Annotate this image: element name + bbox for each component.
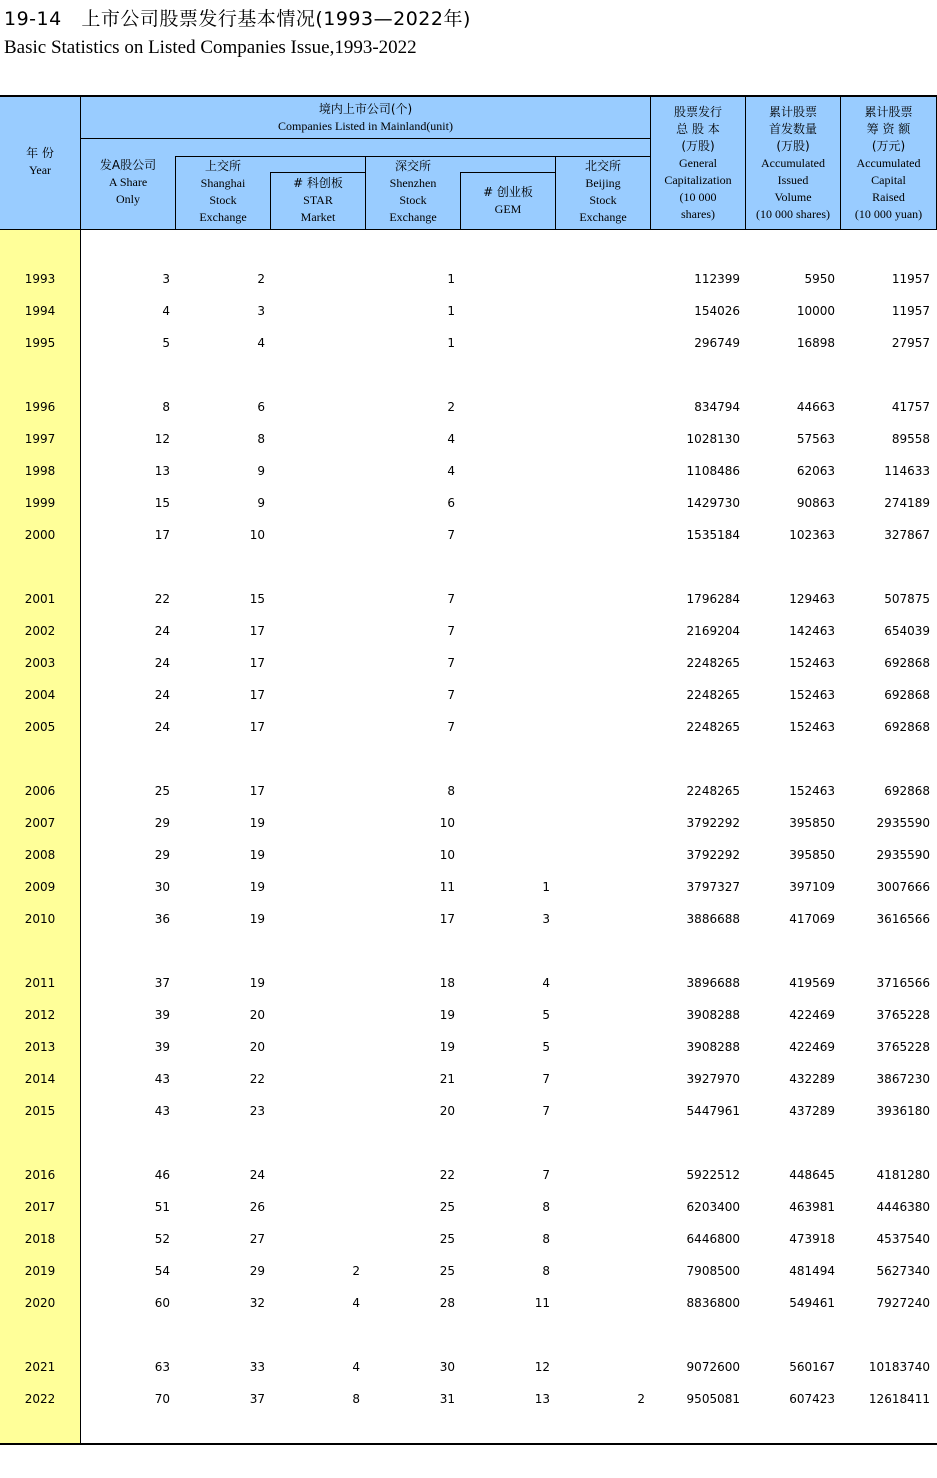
shenzhen-cell: 7 [447, 688, 455, 702]
shenzhen-cell: 21 [439, 1072, 455, 1086]
capitalization-cell: 834794 [694, 400, 740, 414]
issued-volume-cell: 152463 [789, 784, 835, 798]
issued-volume-cell: 5950 [804, 272, 835, 286]
year-cell: 2020 [24, 1296, 56, 1310]
issued-volume-cell: 129463 [789, 592, 835, 606]
table-row [0, 1390, 937, 1410]
year-cell: 2000 [24, 528, 56, 542]
year-cell: 1999 [24, 496, 56, 510]
capital-raised-cell: 12618411 [868, 1392, 930, 1406]
table-row [0, 686, 937, 706]
shanghai-cell: 33 [249, 1360, 265, 1374]
gem-cell: 8 [542, 1264, 550, 1278]
shenzhen-cell: 25 [439, 1200, 455, 1214]
issued-volume-cell: 607423 [789, 1392, 835, 1406]
gem-cell: 7 [542, 1072, 550, 1086]
year-cell: 2005 [24, 720, 56, 734]
shanghai-cell: 22 [249, 1072, 265, 1086]
table-row [0, 1358, 937, 1378]
shanghai-cell: 15 [249, 592, 265, 606]
issued-volume-cell: 44663 [796, 400, 835, 414]
year-cell: 2013 [24, 1040, 56, 1054]
table-row [0, 878, 937, 898]
year-cell: 1995 [24, 336, 56, 350]
header-shanghai: 上交所 Shanghai Stock Exchange [199, 159, 247, 224]
shenzhen-cell: 2 [447, 400, 455, 414]
table-row [0, 718, 937, 738]
table-row [0, 1006, 937, 1026]
year-cell: 1998 [24, 464, 56, 478]
table-row [0, 462, 937, 482]
capitalization-cell: 9072600 [686, 1360, 740, 1374]
capital-raised-cell: 2935590 [876, 816, 930, 830]
shanghai-cell: 23 [249, 1104, 265, 1118]
issued-volume-cell: 560167 [789, 1360, 835, 1374]
capitalization-cell: 1535184 [686, 528, 740, 542]
year-cell: 2004 [24, 688, 56, 702]
year-cell: 1993 [24, 272, 56, 286]
shanghai-cell: 37 [249, 1392, 265, 1406]
capital-raised-cell: 5627340 [876, 1264, 930, 1278]
capital-raised-cell: 3867230 [876, 1072, 930, 1086]
beijing-cell: 2 [637, 1392, 645, 1406]
capitalization-cell: 3896688 [686, 976, 740, 990]
shenzhen-cell: 7 [447, 656, 455, 670]
capitalization-cell: 2248265 [686, 784, 740, 798]
issued-volume-cell: 16898 [796, 336, 835, 350]
shanghai-cell: 10 [249, 528, 265, 542]
a-share-cell: 25 [154, 784, 170, 798]
star-market-cell: 2 [352, 1264, 360, 1278]
a-share-cell: 60 [154, 1296, 170, 1310]
shenzhen-cell: 17 [439, 912, 455, 926]
capital-raised-cell: 3765228 [876, 1040, 930, 1054]
shenzhen-cell: 7 [447, 720, 455, 734]
shanghai-cell: 20 [249, 1008, 265, 1022]
issued-volume-cell: 432289 [789, 1072, 835, 1086]
table-row [0, 526, 937, 546]
capitalization-cell: 296749 [694, 336, 740, 350]
capital-raised-cell: 4446380 [876, 1200, 930, 1214]
year-cell: 1996 [24, 400, 56, 414]
table-row [0, 334, 937, 354]
year-cell: 2021 [24, 1360, 56, 1374]
capital-raised-cell: 274189 [884, 496, 930, 510]
table-row [0, 974, 937, 994]
header-a-share: 发A股公司 A Share Only [99, 158, 157, 206]
a-share-cell: 70 [154, 1392, 170, 1406]
a-share-cell: 15 [154, 496, 170, 510]
capitalization-cell: 7908500 [686, 1264, 740, 1278]
capitalization-cell: 3908288 [686, 1040, 740, 1054]
capitalization-cell: 2169204 [686, 624, 740, 638]
issued-volume-cell: 142463 [789, 624, 835, 638]
gem-cell: 5 [542, 1040, 550, 1054]
table-row [0, 654, 937, 674]
a-share-cell: 43 [154, 1072, 170, 1086]
year-cell: 2019 [24, 1264, 56, 1278]
shenzhen-cell: 22 [439, 1168, 455, 1182]
shanghai-cell: 8 [257, 432, 265, 446]
issued-volume-cell: 419569 [789, 976, 835, 990]
header-gem: # 创业板 GEM [483, 185, 533, 216]
header-rule [270, 172, 365, 173]
header-beijing: 北交所 Beijing Stock Exchange [579, 159, 627, 224]
a-share-cell: 24 [154, 656, 170, 670]
capital-raised-cell: 11957 [891, 272, 930, 286]
shenzhen-cell: 7 [447, 592, 455, 606]
table-row [0, 590, 937, 610]
a-share-cell: 29 [154, 816, 170, 830]
a-share-cell: 24 [154, 688, 170, 702]
capital-raised-cell: 11957 [891, 304, 930, 318]
gem-cell: 4 [542, 976, 550, 990]
year-cell: 2001 [24, 592, 56, 606]
header-capital-raised: 累计股票 筹 资 额 (万元) Accumulated Capital Raised (10 000 yuan) [854, 105, 923, 221]
header-mainland: 境内上市公司(个) Companies Listed in Mainland(unit) [278, 102, 453, 133]
table-row [0, 1294, 937, 1314]
shanghai-cell: 6 [257, 400, 265, 414]
shanghai-cell: 27 [249, 1232, 265, 1246]
shanghai-cell: 19 [249, 880, 265, 894]
capital-raised-cell: 7927240 [876, 1296, 930, 1310]
capital-raised-cell: 89558 [891, 432, 930, 446]
capital-raised-cell: 3616566 [876, 912, 930, 926]
table-row [0, 910, 937, 930]
table-row [0, 814, 937, 834]
shenzhen-cell: 20 [439, 1104, 455, 1118]
a-share-cell: 37 [154, 976, 170, 990]
table-row [0, 846, 937, 866]
capitalization-cell: 3927970 [686, 1072, 740, 1086]
table-row [0, 1230, 937, 1250]
year-cell: 2002 [24, 624, 56, 638]
capital-raised-cell: 327867 [884, 528, 930, 542]
capital-raised-cell: 4181280 [876, 1168, 930, 1182]
capital-raised-cell: 654039 [884, 624, 930, 638]
shanghai-cell: 29 [249, 1264, 265, 1278]
shenzhen-cell: 1 [447, 304, 455, 318]
capitalization-cell: 3908288 [686, 1008, 740, 1022]
issued-volume-cell: 549461 [789, 1296, 835, 1310]
shenzhen-cell: 18 [439, 976, 455, 990]
table-row [0, 1070, 937, 1090]
capital-raised-cell: 27957 [891, 336, 930, 350]
issued-volume-cell: 397109 [789, 880, 835, 894]
capitalization-cell: 1028130 [686, 432, 740, 446]
capital-raised-cell: 114633 [884, 464, 930, 478]
capitalization-cell: 112399 [694, 272, 740, 286]
year-cell: 2008 [24, 848, 56, 862]
header-shenzhen: 深交所 Shenzhen Stock Exchange [389, 159, 437, 224]
capital-raised-cell: 4537540 [876, 1232, 930, 1246]
a-share-cell: 63 [154, 1360, 170, 1374]
a-share-cell: 43 [154, 1104, 170, 1118]
table-row [0, 1262, 937, 1282]
shenzhen-cell: 4 [447, 432, 455, 446]
gem-cell: 5 [542, 1008, 550, 1022]
year-cell: 1997 [24, 432, 56, 446]
issued-volume-cell: 90863 [796, 496, 835, 510]
star-market-cell: 8 [352, 1392, 360, 1406]
year-cell: 2003 [24, 656, 56, 670]
year-cell: 1994 [24, 304, 56, 318]
capital-raised-cell: 692868 [884, 784, 930, 798]
shanghai-cell: 32 [249, 1296, 265, 1310]
top-rule [0, 95, 937, 97]
a-share-cell: 36 [154, 912, 170, 926]
capitalization-cell: 3797327 [686, 880, 740, 894]
shenzhen-cell: 1 [447, 272, 455, 286]
capital-raised-cell: 10183740 [868, 1360, 930, 1374]
gem-cell: 13 [534, 1392, 550, 1406]
gem-cell: 7 [542, 1168, 550, 1182]
issued-volume-cell: 437289 [789, 1104, 835, 1118]
gem-cell: 1 [542, 880, 550, 894]
a-share-cell: 29 [154, 848, 170, 862]
table-row [0, 430, 937, 450]
capital-raised-cell: 692868 [884, 688, 930, 702]
a-share-cell: 24 [154, 624, 170, 638]
shanghai-cell: 17 [249, 656, 265, 670]
table-row [0, 622, 937, 642]
table-row [0, 782, 937, 802]
capitalization-cell: 3792292 [686, 816, 740, 830]
a-share-cell: 24 [154, 720, 170, 734]
table-number: 19-14 [4, 8, 62, 30]
issued-volume-cell: 152463 [789, 656, 835, 670]
capitalization-cell: 2248265 [686, 656, 740, 670]
issued-volume-cell: 57563 [796, 432, 835, 446]
shenzhen-cell: 6 [447, 496, 455, 510]
a-share-cell: 46 [154, 1168, 170, 1182]
shenzhen-cell: 4 [447, 464, 455, 478]
issued-volume-cell: 422469 [789, 1040, 835, 1054]
shenzhen-cell: 7 [447, 528, 455, 542]
shenzhen-cell: 19 [439, 1008, 455, 1022]
year-cell: 2007 [24, 816, 56, 830]
table-row [0, 270, 937, 290]
capitalization-cell: 6446800 [686, 1232, 740, 1246]
table-row [0, 1102, 937, 1122]
shanghai-cell: 20 [249, 1040, 265, 1054]
a-share-cell: 39 [154, 1040, 170, 1054]
capital-raised-cell: 692868 [884, 720, 930, 734]
capitalization-cell: 2248265 [686, 720, 740, 734]
shenzhen-cell: 1 [447, 336, 455, 350]
shanghai-cell: 17 [249, 688, 265, 702]
shenzhen-cell: 7 [447, 624, 455, 638]
issued-volume-cell: 152463 [789, 720, 835, 734]
shanghai-cell: 2 [257, 272, 265, 286]
issued-volume-cell: 395850 [789, 816, 835, 830]
table-row [0, 1038, 937, 1058]
a-share-cell: 5 [162, 336, 170, 350]
shanghai-cell: 4 [257, 336, 265, 350]
a-share-cell: 17 [154, 528, 170, 542]
shanghai-cell: 19 [249, 912, 265, 926]
capital-raised-cell: 3716566 [876, 976, 930, 990]
a-share-cell: 39 [154, 1008, 170, 1022]
header-rule [80, 138, 650, 139]
table-row [0, 398, 937, 418]
year-cell: 2011 [24, 976, 56, 990]
shanghai-cell: 9 [257, 496, 265, 510]
year-cell: 2016 [24, 1168, 56, 1182]
capital-raised-cell: 3007666 [876, 880, 930, 894]
gem-cell: 8 [542, 1200, 550, 1214]
a-share-cell: 52 [154, 1232, 170, 1246]
capitalization-cell: 154026 [694, 304, 740, 318]
header-capitalization: 股票发行 总 股 本 (万股) General Capitalization (10 000 shares) [664, 105, 732, 221]
a-share-cell: 4 [162, 304, 170, 318]
shanghai-cell: 19 [249, 976, 265, 990]
capital-raised-cell: 3936180 [876, 1104, 930, 1118]
shanghai-cell: 17 [249, 720, 265, 734]
gem-cell: 11 [534, 1296, 550, 1310]
capitalization-cell: 5922512 [686, 1168, 740, 1182]
capitalization-cell: 1796284 [686, 592, 740, 606]
shenzhen-cell: 8 [447, 784, 455, 798]
issued-volume-cell: 481494 [789, 1264, 835, 1278]
shanghai-cell: 3 [257, 304, 265, 318]
capital-raised-cell: 41757 [891, 400, 930, 414]
year-cell: 2010 [24, 912, 56, 926]
header-rule [175, 156, 650, 157]
table-row [0, 302, 937, 322]
header-issued-volume: 累计股票 首发数量 (万股) Accumulated Issued Volume (10 000 shares) [756, 105, 830, 221]
a-share-cell: 13 [154, 464, 170, 478]
shenzhen-cell: 25 [439, 1264, 455, 1278]
header-year: 年 份 Year [26, 146, 54, 177]
title-zh-text: 上市公司股票发行基本情况(1993—2022年) [81, 8, 471, 30]
issued-volume-cell: 152463 [789, 688, 835, 702]
year-cell: 2017 [24, 1200, 56, 1214]
table-row [0, 1166, 937, 1186]
table-row [0, 494, 937, 514]
capital-raised-cell: 507875 [884, 592, 930, 606]
shanghai-cell: 19 [249, 816, 265, 830]
shanghai-cell: 17 [249, 624, 265, 638]
gem-cell: 3 [542, 912, 550, 926]
shanghai-cell: 9 [257, 464, 265, 478]
issued-volume-cell: 395850 [789, 848, 835, 862]
header-bottom-rule [0, 229, 937, 230]
gem-cell: 7 [542, 1104, 550, 1118]
issued-volume-cell: 463981 [789, 1200, 835, 1214]
year-cell: 2012 [24, 1008, 56, 1022]
table-row [0, 1198, 937, 1218]
capitalization-cell: 8836800 [686, 1296, 740, 1310]
a-share-cell: 3 [162, 272, 170, 286]
a-share-cell: 54 [154, 1264, 170, 1278]
shenzhen-cell: 11 [439, 880, 455, 894]
capital-raised-cell: 692868 [884, 656, 930, 670]
star-market-cell: 4 [352, 1360, 360, 1374]
a-share-cell: 22 [154, 592, 170, 606]
capitalization-cell: 9505081 [686, 1392, 740, 1406]
capital-raised-cell: 3765228 [876, 1008, 930, 1022]
year-cell: 2014 [24, 1072, 56, 1086]
capitalization-cell: 6203400 [686, 1200, 740, 1214]
star-market-cell: 4 [352, 1296, 360, 1310]
issued-volume-cell: 422469 [789, 1008, 835, 1022]
a-share-cell: 51 [154, 1200, 170, 1214]
issued-volume-cell: 62063 [796, 464, 835, 478]
a-share-cell: 8 [162, 400, 170, 414]
shenzhen-cell: 25 [439, 1232, 455, 1246]
capitalization-cell: 1108486 [686, 464, 740, 478]
shenzhen-cell: 10 [439, 848, 455, 862]
shenzhen-cell: 28 [439, 1296, 455, 1310]
shenzhen-cell: 30 [439, 1360, 455, 1374]
issued-volume-cell: 10000 [796, 304, 835, 318]
page-title-zh [4, 4, 471, 31]
shanghai-cell: 24 [249, 1168, 265, 1182]
capitalization-cell: 1429730 [686, 496, 740, 510]
year-cell: 2006 [24, 784, 56, 798]
issued-volume-cell: 473918 [789, 1232, 835, 1246]
capitalization-cell: 5447961 [686, 1104, 740, 1118]
capitalization-cell: 3886688 [686, 912, 740, 926]
a-share-cell: 12 [154, 432, 170, 446]
issued-volume-cell: 102363 [789, 528, 835, 542]
header-rule [460, 172, 555, 173]
shenzhen-cell: 10 [439, 816, 455, 830]
capitalization-cell: 2248265 [686, 688, 740, 702]
shenzhen-cell: 31 [439, 1392, 455, 1406]
bottom-rule [0, 1443, 937, 1445]
shanghai-cell: 17 [249, 784, 265, 798]
year-cell: 2022 [24, 1392, 56, 1406]
issued-volume-cell: 448645 [789, 1168, 835, 1182]
shanghai-cell: 26 [249, 1200, 265, 1214]
capitalization-cell: 3792292 [686, 848, 740, 862]
shenzhen-cell: 19 [439, 1040, 455, 1054]
year-cell: 2015 [24, 1104, 56, 1118]
gem-cell: 12 [534, 1360, 550, 1374]
capital-raised-cell: 2935590 [876, 848, 930, 862]
year-cell: 2018 [24, 1232, 56, 1246]
issued-volume-cell: 417069 [789, 912, 835, 926]
gem-cell: 8 [542, 1232, 550, 1246]
page-title-en: Basic Statistics on Listed Companies Issue,1993-2022 [4, 37, 417, 58]
year-cell: 2009 [24, 880, 56, 894]
a-share-cell: 30 [154, 880, 170, 894]
header-star: # 科创板 STAR Market [293, 176, 343, 224]
shanghai-cell: 19 [249, 848, 265, 862]
